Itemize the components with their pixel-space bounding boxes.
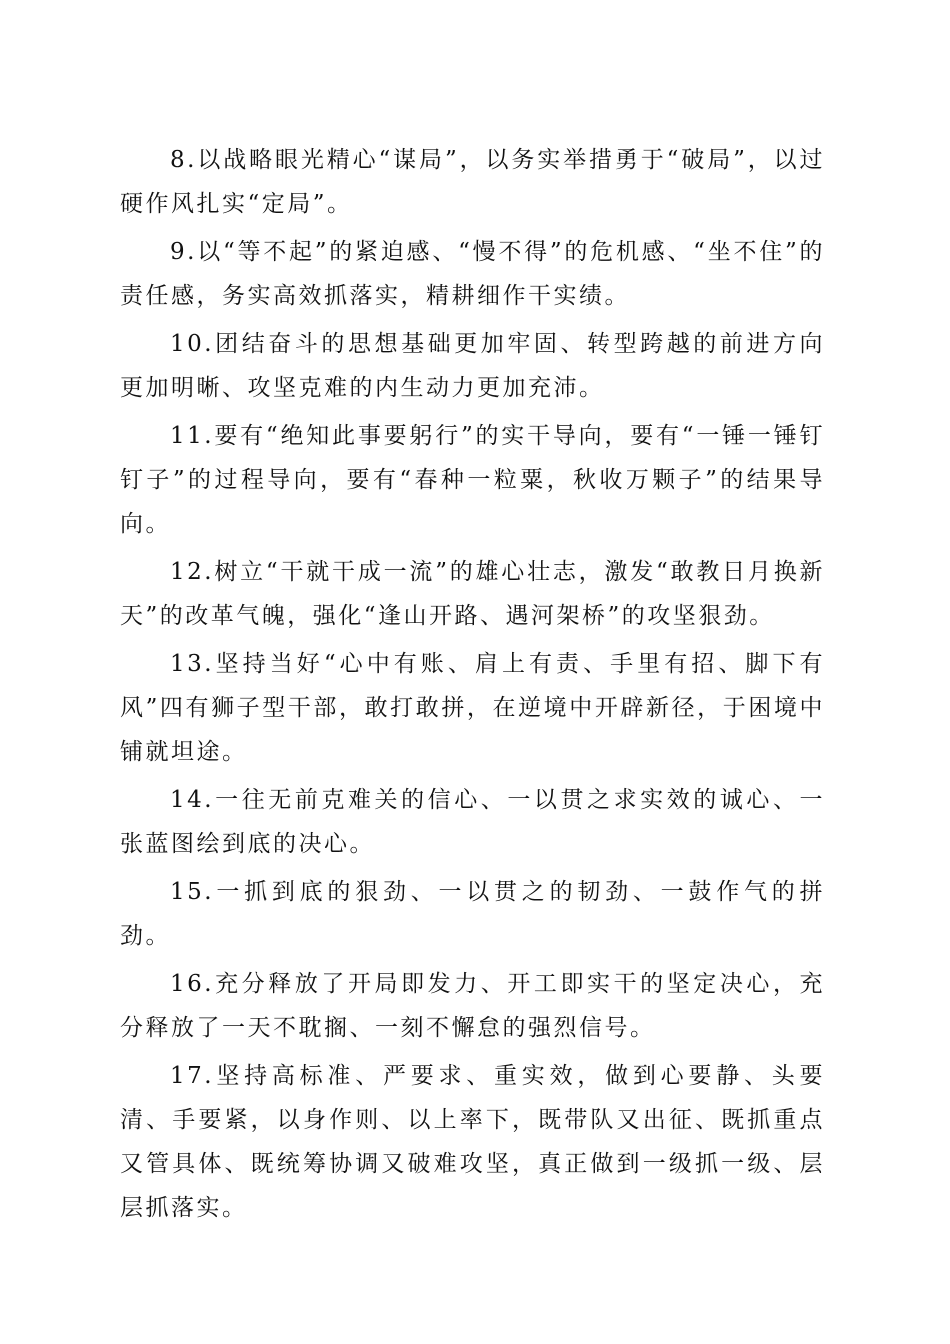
document-page	[120, 138, 825, 1234]
paragraph-14: 14.一往无前克难关的信心、一以贯之求实效的诚心、一张蓝图绘到底的决心。	[120, 787, 825, 857]
paragraph-13: 13.坚持当好“心中有账、肩上有责、手里有招、脚下有风”四有狮子型干部，敢打敢拼，在逆境中开辟新径，于困境中铺就坦途。	[120, 651, 825, 765]
paragraph-16: 16.充分释放了开局即发力、开工即实干的坚定决心，充分释放了一天不耽搁、一刻不懈怠的强烈信号。	[120, 971, 825, 1041]
paragraph-17: 17.坚持高标准、严要求、重实效，做到心要静、头要清、手要紧，以身作则、以上率下，既带队又出征、既抓重点又管具体、既统筹协调又破难攻坚，真正做到一级抓一级、层层抓落实。	[120, 1063, 825, 1221]
paragraph-12: 12.树立“干就干成一流”的雄心壮志，激发“敢教日月换新天”的改革气魄，强化“逢山开路、遇河架桥”的攻坚狠劲。	[120, 559, 825, 629]
paragraph-11: 11.要有“绝知此事要躬行”的实干导向，要有“一锤一锤钉钉子”的过程导向，要有“春种一粒粟，秋收万颗子”的结果导向。	[120, 423, 825, 537]
paragraph-15: 15.一抓到底的狠劲、一以贯之的韧劲、一鼓作气的拼劲。	[120, 879, 825, 949]
paragraph-9: 9.以“等不起”的紧迫感、“慢不得”的危机感、“坐不住”的责任感，务实高效抓落实，精耕细作干实绩。	[120, 239, 825, 309]
paragraph-10: 10.团结奋斗的思想基础更加牢固、转型跨越的前进方向更加明晰、攻坚克难的内生动力更加充沛。	[120, 331, 825, 401]
paragraph-8: 8.以战略眼光精心“谋局”，以务实举措勇于“破局”，以过硬作风扎实“定局”。	[120, 147, 825, 217]
